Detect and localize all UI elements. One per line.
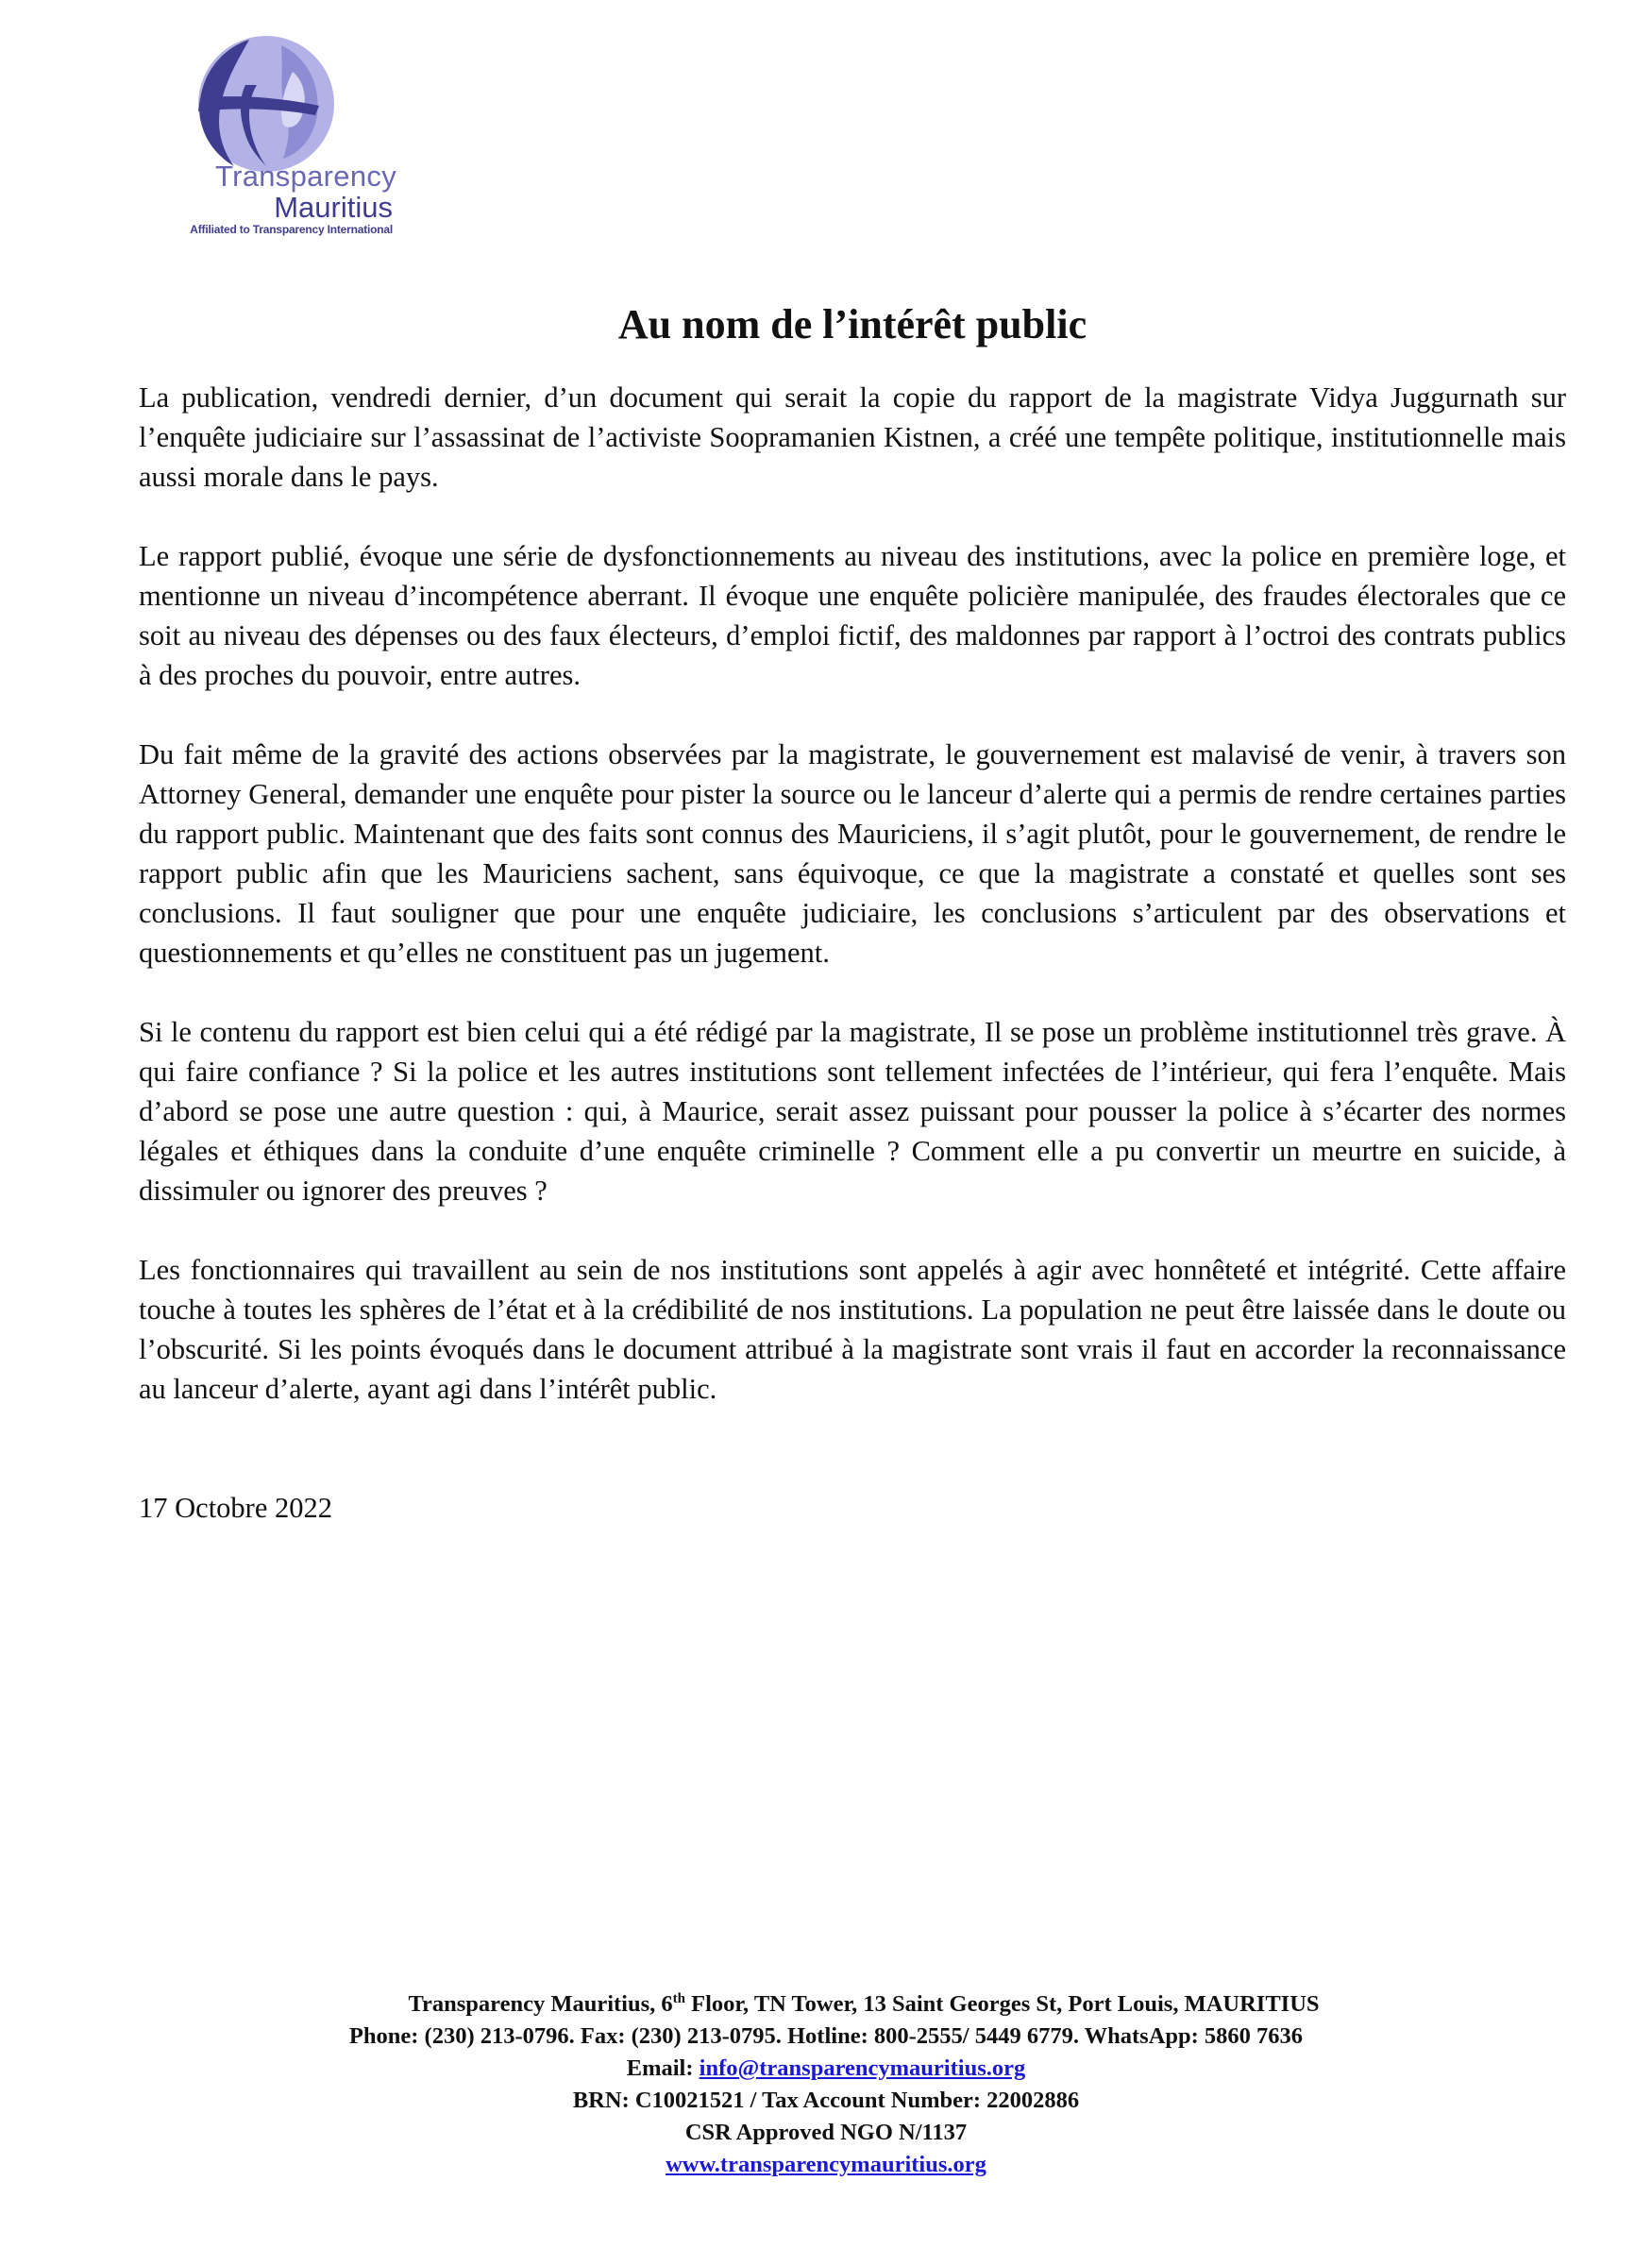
footer-address-start: Transparency Mauritius, 6 xyxy=(408,1991,673,2017)
website-link[interactable]: www.transparencymauritius.org xyxy=(666,2152,986,2177)
document-body xyxy=(139,378,1566,1448)
logo-name-line1: Transparency xyxy=(215,160,396,193)
footer xyxy=(0,1988,1652,2181)
globe-icon xyxy=(191,28,342,179)
footer-csr: CSR Approved NGO N/1137 xyxy=(684,2120,968,2145)
body-paragraph: Du fait même de la gravité des actions observées par la magistrate, le gouvernement est malavisé de venir, à travers son Attorney General, demander une enquête pour pister la source ou le lanceur d’alerte qui a permis de rendre certaines parties du rapport public. Maintenant que des faits sont connus des Mauriciens, il s’agit plutôt, pour le gouvernement, de rendre le rapport public afin que les Mauriciens sachent, sans équivoque, ce que la magistrate a constaté et quelles sont ses conclusions. Il faut souligner que pour une enquête judiciaire, les conclusions s’articulent par des observations et questionnements et qu’elles ne constituent pas un jugement. xyxy=(139,738,1566,969)
document-title: Au nom de l’intérêt public xyxy=(617,301,1087,347)
email-link[interactable]: info@transparencymauritius.org xyxy=(699,2055,1026,2081)
document-date: 17 Octobre 2022 xyxy=(139,1492,332,1524)
footer-brn: BRN: C10021521 / Tax Account Number: 22002886 xyxy=(572,2088,1080,2113)
body-paragraph: Les fonctionnaires qui travaillent au sein de nos institutions sont appelés à agir avec honnêteté et intégrité. Cette affaire touche à toutes les sphères de l’état et à la crédibilité de nos institutions. La population ne peut être laissée dans le doute ou l’obscurité. Si les points évoqués dans le document attribué à la magistrate sont vrais il faut en accorder la reconnaissance au lanceur d’alerte, ayant agi dans l’intérêt public. xyxy=(139,1254,1566,1405)
logo-name-line2: Mauritius xyxy=(274,191,393,224)
footer-email-label: Email: xyxy=(626,2055,700,2081)
body-paragraph: La publication, vendredi dernier, d’un document qui serait la copie du rapport de la magistrate Vidya Juggurnath sur l’enquête judiciaire sur l’assassinat de l’activiste Soopramanien Kistnen, a créé une tempête politique, institutionnelle mais aussi morale dans le pays. xyxy=(139,381,1566,493)
logo-affiliation: Affiliated to Transparency International xyxy=(190,223,393,236)
footer-phones: Phone: (230) 213-0796. Fax: (230) 213-0795. Hotline: 800-2555/ 5449 6779. WhatsApp: 5860 7636 xyxy=(348,2023,1304,2049)
footer-address-ordinal: th xyxy=(672,1990,685,2006)
footer-address-end: Floor, TN Tower, 13 Saint Georges St, Port Louis, MAURITIUS xyxy=(684,1991,1320,2017)
footer-website-line xyxy=(0,2149,1652,2181)
body-paragraph: Si le contenu du rapport est bien celui qui a été rédigé par la magistrate, Il se pose un problème institutionnel très grave. À qui faire confiance ? Si la police et les autres institutions sont tellement infectées de l’intérieur, qui fera l’enquête. Mais d’abord se pose une autre question : qui, à Maurice, serait assez puissant pour pousser la police à s’écarter des normes légales et éthiques dans la conduite d’une enquête criminelle ? Comment elle a pu convertir un meurtre en suicide, à dissimuler ou ignorer des preuves ? xyxy=(139,1016,1566,1207)
footer-email-line xyxy=(0,2053,1652,2085)
body-paragraph: Le rapport publié, évoque une série de dysfonctionnements au niveau des institutions, avec la police en première loge, et mentionne un niveau d’incompétence aberrant. Il évoque une enquête policière manipulée, des fraudes électorales que ce soit au niveau des dépenses ou des faux électeurs, d’emploi fictif, des maldonnes par rapport à l’octroi des contrats publics à des proches du pouvoir, entre autres. xyxy=(139,540,1566,691)
footer-address xyxy=(0,1988,1652,2021)
transparency-mauritius-logo xyxy=(151,28,396,245)
